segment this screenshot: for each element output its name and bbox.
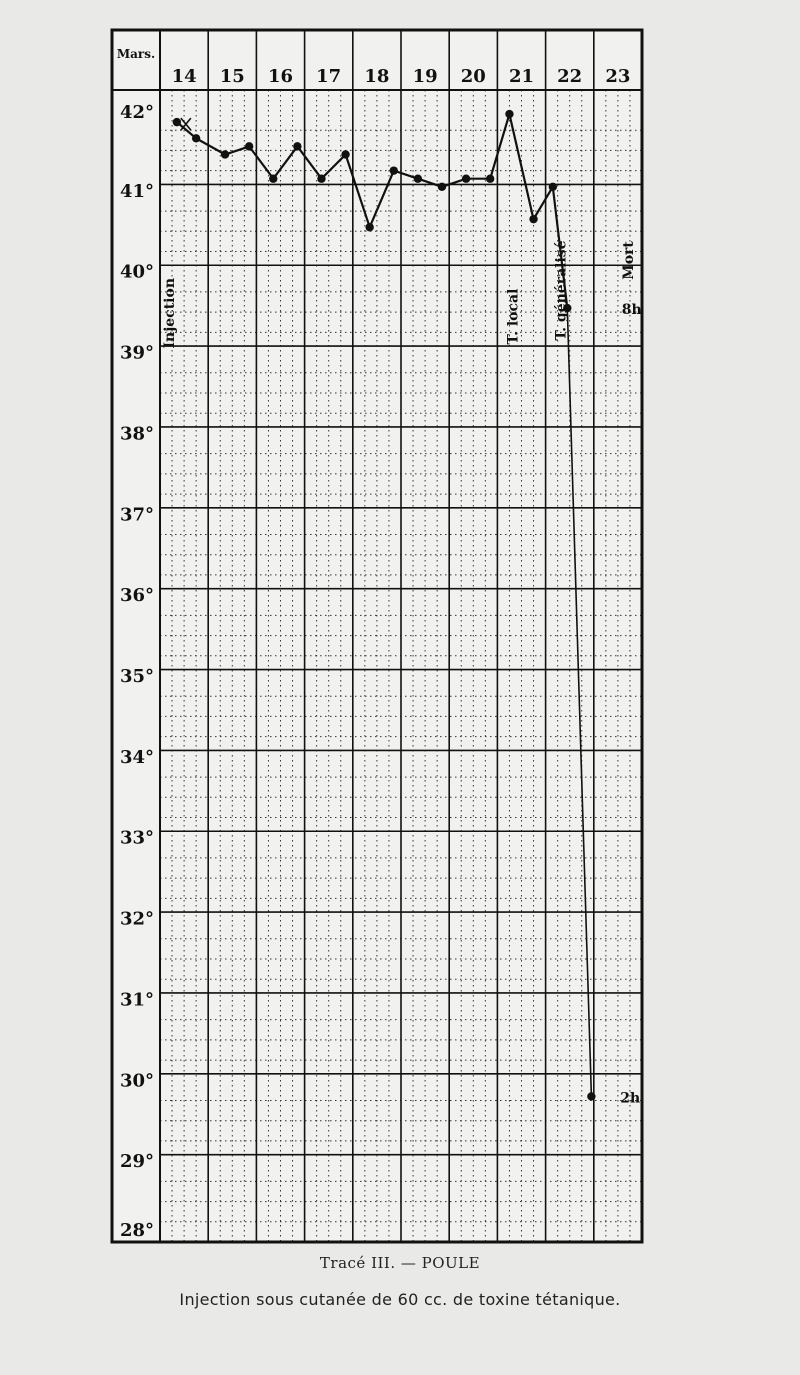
temperature-tick-label: 42°	[119, 102, 155, 123]
temperature-axis	[120, 102, 154, 1241]
temperature-point	[245, 142, 253, 150]
date-label: 14	[171, 66, 197, 87]
annotation-label: Injection	[162, 277, 179, 349]
temperature-tick-label: 30°	[119, 1070, 155, 1092]
temperature-point	[390, 166, 398, 174]
date-label: 19	[412, 66, 438, 87]
date-label: 16	[267, 66, 294, 87]
temperature-point	[505, 110, 513, 118]
temperature-tick-label: 40°	[119, 261, 155, 283]
month-label: Mars.	[116, 47, 156, 61]
annotation-label: 2h	[620, 1090, 641, 1107]
temperature-point	[269, 175, 277, 183]
temperature-tick-label: 29°	[119, 1151, 155, 1173]
temperature-point	[293, 142, 301, 150]
temperature-point	[549, 183, 557, 191]
temperature-tick-label: 41°	[119, 180, 155, 202]
temperature-point	[341, 150, 349, 158]
date-label: 18	[364, 66, 390, 87]
figure-title: Tracé III. — POULE	[319, 1254, 481, 1272]
temperature-tick-label: 34°	[119, 746, 155, 768]
date-label: 22	[557, 66, 583, 87]
figure-subtitle: Injection sous cutanée de 60 cc. de toxine tétanique.	[179, 1290, 621, 1309]
annotation-label: T. local	[505, 288, 522, 345]
temperature-point	[462, 175, 470, 183]
temperature-point	[173, 118, 181, 126]
temperature-tick-label: 35°	[119, 666, 155, 687]
temperature-point	[317, 175, 325, 183]
temperature-tick-label: 31°	[119, 989, 155, 1011]
temperature-tick-label: 32°	[119, 908, 155, 930]
temperature-tick-label: 38°	[119, 423, 155, 445]
annotation-label: Mort	[620, 241, 637, 280]
temperature-point	[587, 1092, 595, 1100]
temperature-point	[438, 183, 446, 191]
date-label: 21	[508, 66, 535, 87]
date-label: 23	[605, 66, 631, 87]
temperature-point	[414, 175, 422, 183]
temperature-tick-label: 39°	[119, 342, 155, 364]
temperature-tick-label: 37°	[119, 504, 155, 526]
date-label: 20	[460, 66, 486, 87]
date-label: 15	[219, 66, 245, 87]
annotation-label: 8h	[621, 302, 642, 319]
temperature-point	[486, 175, 494, 183]
temperature-tick-label: 33°	[119, 827, 155, 849]
temperature-point	[529, 215, 537, 223]
date-label: 17	[316, 66, 342, 87]
temperature-point	[365, 223, 373, 231]
temperature-point	[221, 150, 229, 158]
annotation-label: T. généralisé	[553, 240, 570, 341]
temperature-point	[192, 134, 200, 142]
temperature-tick-label: 28°	[119, 1220, 155, 1241]
temperature-tick-label: 36°	[119, 585, 155, 607]
